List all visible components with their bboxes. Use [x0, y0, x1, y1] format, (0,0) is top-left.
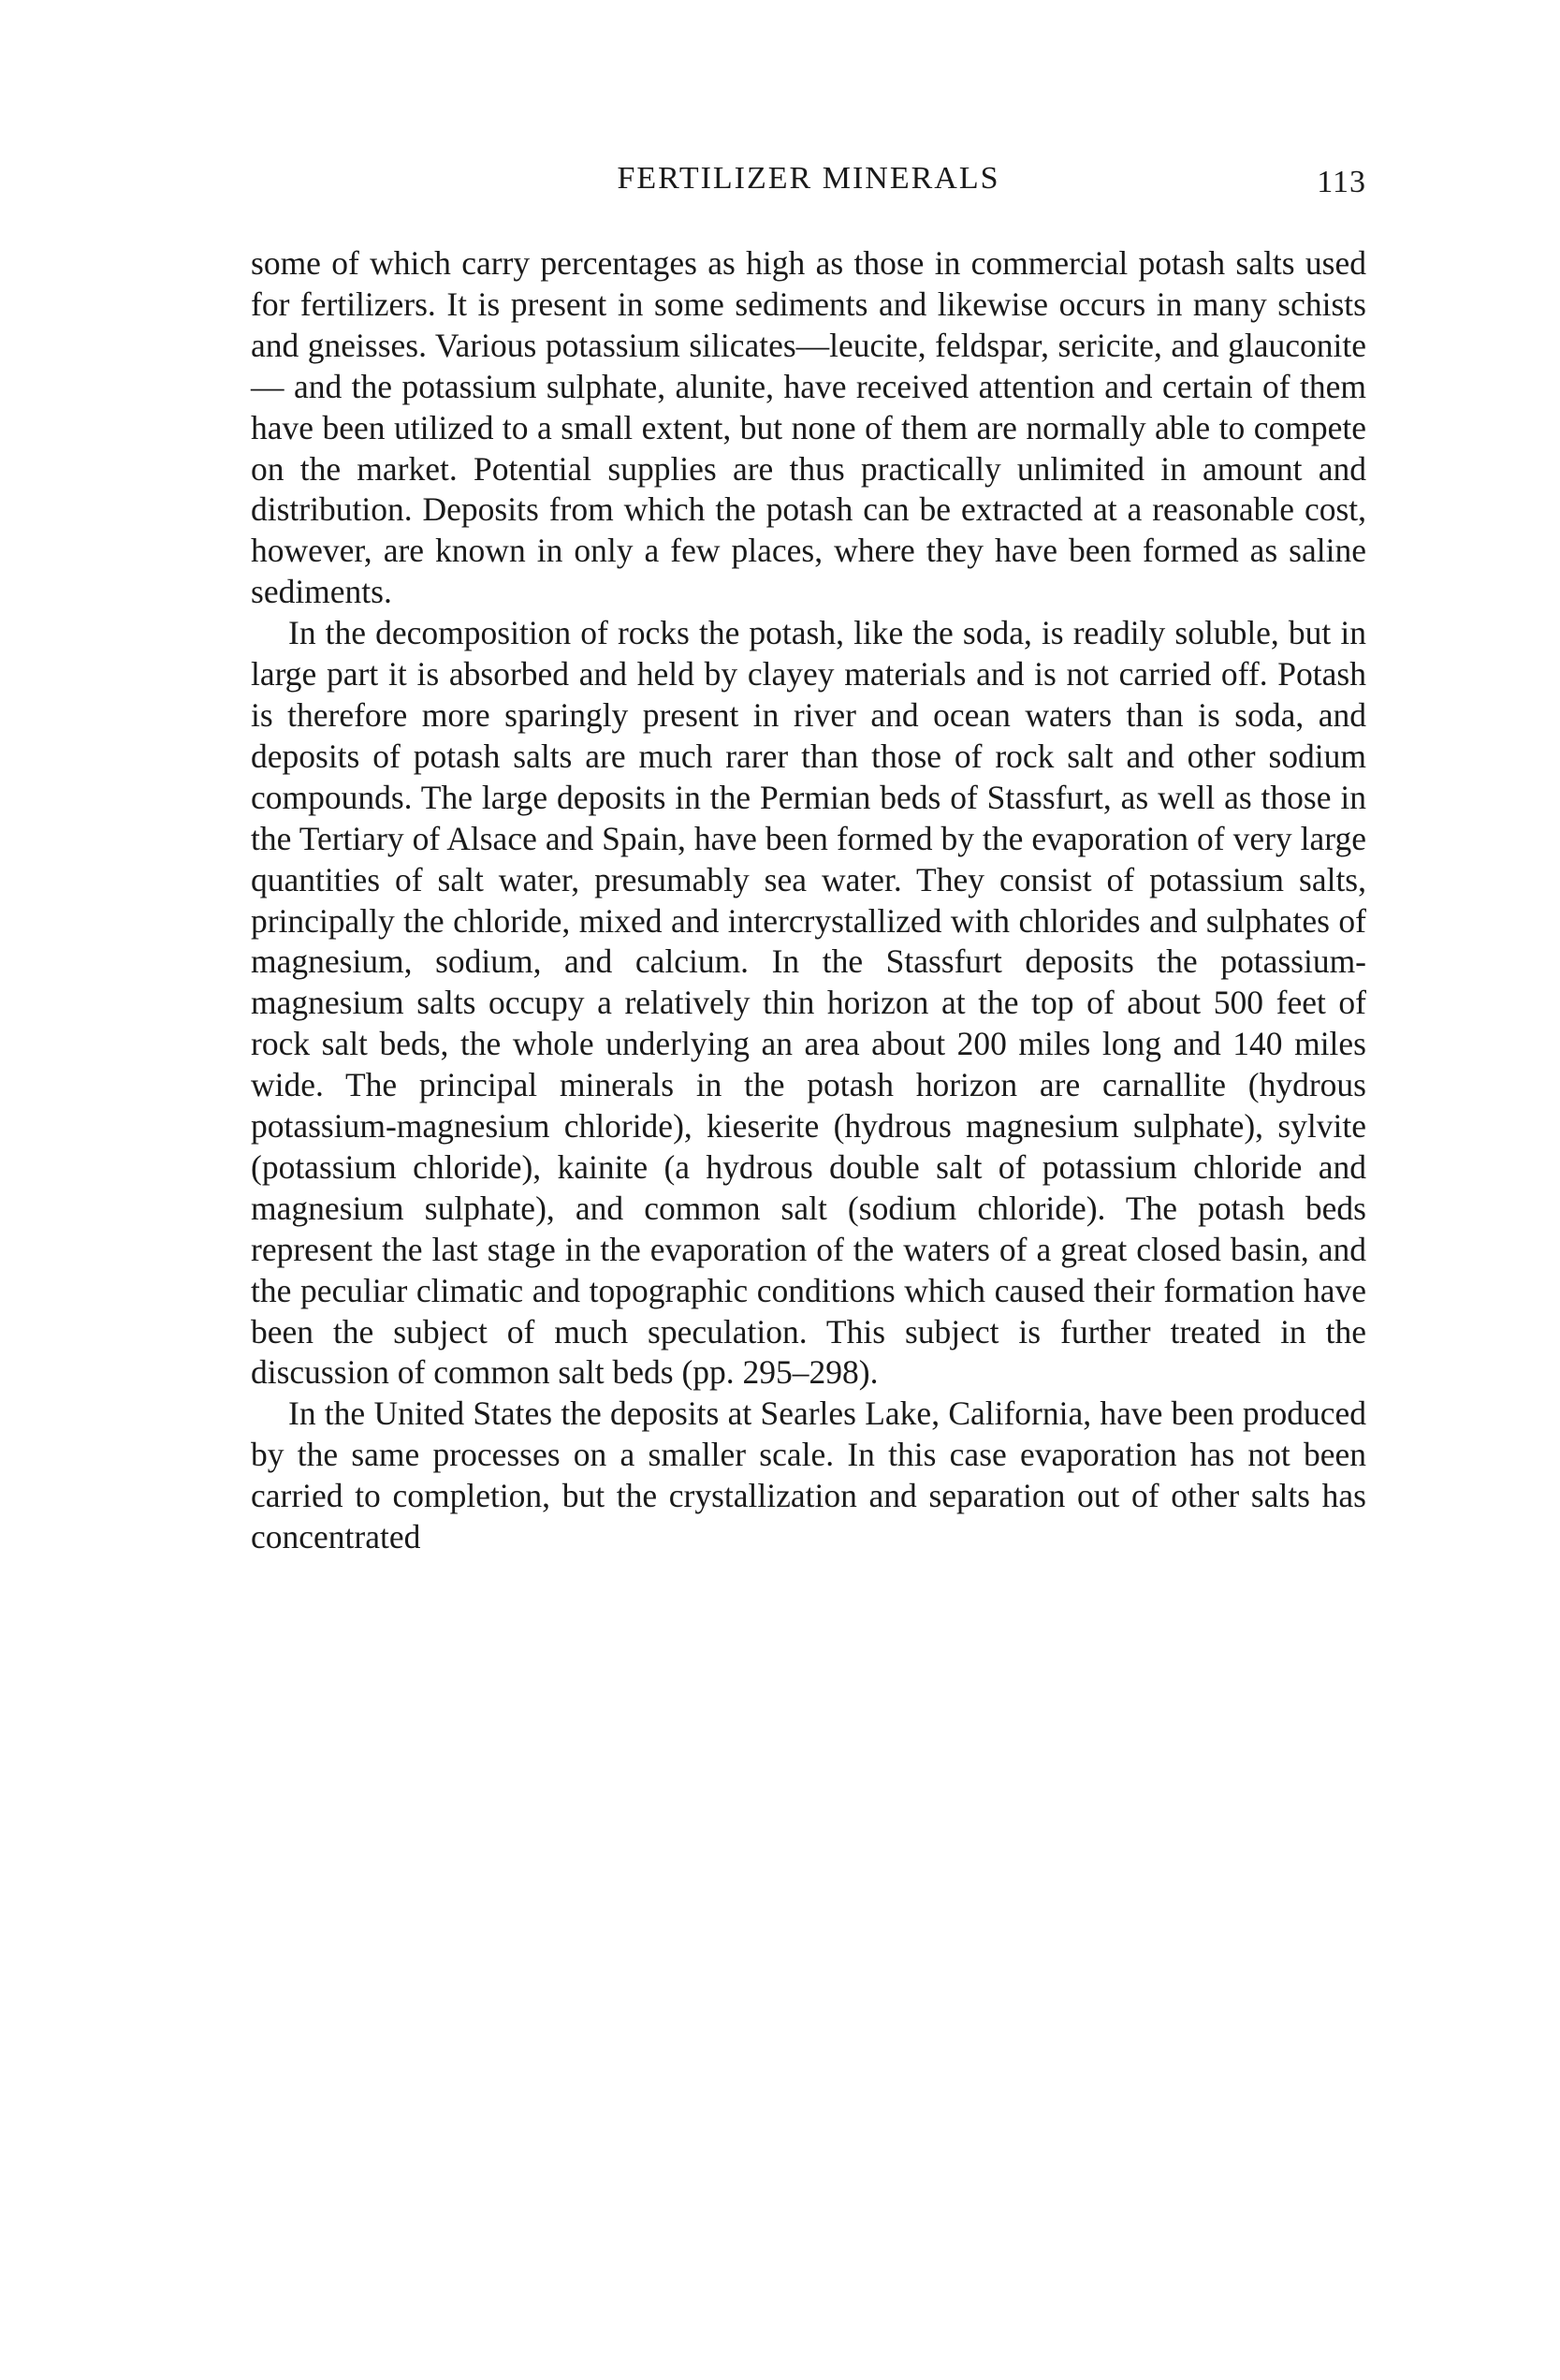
- book-page: [251, 140, 1366, 1558]
- page-number: 113: [1317, 165, 1366, 199]
- paragraph-3: In the United States the deposits at Searles Lake, California, have been produced by the same processes on a smaller scale. In this case evaporation has not been carried to completion, but the crystallization and separation out of other salts has concentrated: [251, 1394, 1366, 1556]
- body-text: [251, 243, 1366, 1558]
- running-title: FERTILIZER MINERALS: [617, 161, 1000, 196]
- running-head: [251, 140, 1366, 215]
- paragraph-1: some of which carry percentages as high as those in commercial potash salts used for fertilizers. It is present in some sediments and likewise occurs in many schists and gneisses. Various potassium silicates—leucite, feldspar, sericite, and glauconite— and the potassium sulphate, alunite, have received attention and certain of them have been utilized to a small extent, but none of them are normally able to compete on the market. Potential supplies are thus practically unlimited in amount and distribution. Deposits from which the potash can be extracted at a reasonable cost, however, are known in only a few places, where they have been formed as saline sediments.: [251, 244, 1366, 611]
- paragraph-2: In the decomposition of rocks the potash, like the soda, is readily soluble, but in large part it is absorbed and held by clayey materials and is not carried off. Potash is therefore more sparingly present in river and ocean waters than is soda, and deposits of potash salts are much rarer than those of rock salt and other sodium compounds. The large deposits in the Permian beds of Stassfurt, as well as those in the Tertiary of Alsace and Spain, have been formed by the evaporation of very large quantities of salt water, presumably sea water. They consist of potassium salts, principally the chloride, mixed and intercrystallized with chlorides and sulphates of magnesium, sodium, and calcium. In the Stassfurt deposits the potassium-magnesium salts occupy a relatively thin horizon at the top of about 500 feet of rock salt beds, the whole underlying an area about 200 miles long and 140 miles wide. The principal minerals in the potash horizon are carnallite (hydrous potassium-magnesium chloride), kieserite (hydrous magnesium sulphate), sylvite (potassium chloride), kainite (a hydrous double salt of potassium chloride and magnesium sulphate), and common salt (sodium chloride). The potash beds represent the last stage in the evaporation of the waters of a great closed basin, and the peculiar climatic and topographic conditions which caused their formation have been the subject of much speculation. This subject is further treated in the discussion of common salt beds (pp. 295–298).: [251, 614, 1366, 1392]
